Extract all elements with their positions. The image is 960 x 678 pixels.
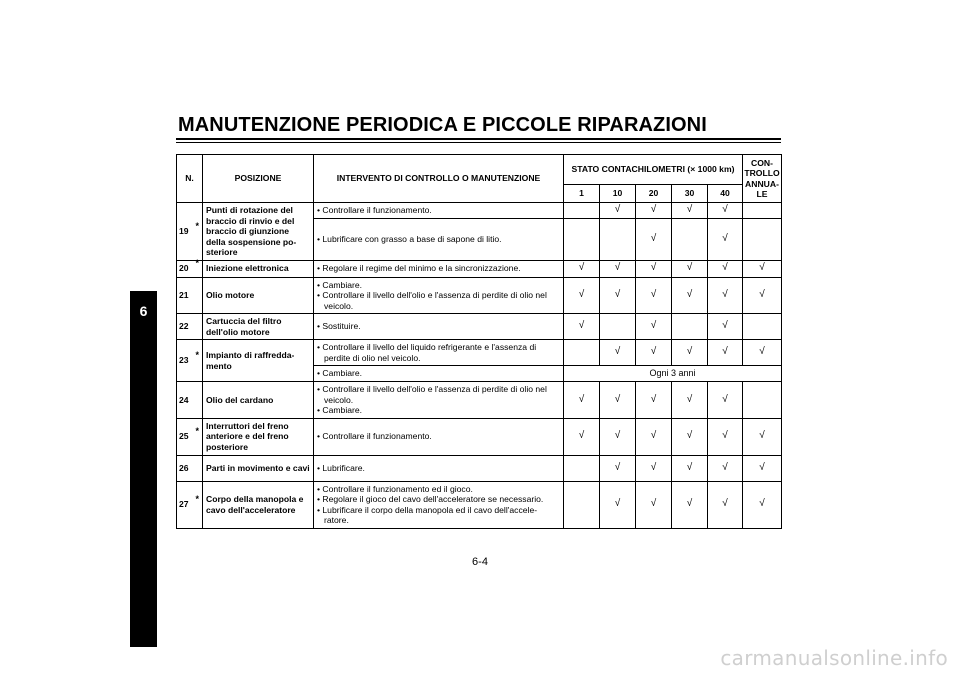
row-number: 22: [177, 314, 196, 340]
row-star-cell: [196, 455, 203, 481]
check-cell: √: [636, 382, 672, 419]
check-cell: √: [743, 418, 782, 455]
action-bullet: • Controllare il funzionamento.: [317, 205, 560, 216]
check-cell: [564, 340, 600, 366]
table-row: [177, 481, 782, 528]
check-cell: √: [564, 260, 600, 277]
table-row: [177, 455, 782, 481]
check-cell: √: [708, 382, 743, 419]
check-cell: √: [636, 481, 672, 528]
check-cell: [600, 314, 636, 340]
action-bullet: • Lubrificare il corpo della manopola ed il cavo dell'accele-ratore.: [317, 505, 560, 526]
row-star-cell: [196, 277, 203, 314]
row-position: Punti di rotazione del braccio di rinvio e del braccio di giunzione della sospensione po-steriore: [203, 203, 314, 261]
table-row: [177, 418, 782, 455]
check-cell: √: [672, 203, 708, 219]
check-cell: √: [743, 481, 782, 528]
check-cell: [743, 314, 782, 340]
header-km-20: 20: [636, 185, 672, 203]
row-actions: [314, 314, 564, 340]
row-position: Impianto di raffredda-mento: [203, 340, 314, 382]
check-cell: √: [636, 418, 672, 455]
check-cell: √: [600, 340, 636, 366]
row-number: 21: [177, 277, 196, 314]
row-star: *: [195, 426, 200, 437]
action-bullet: • Cambiare.: [317, 280, 560, 291]
check-cell: √: [743, 340, 782, 366]
row-position: Parti in movimento e cavi: [203, 455, 314, 481]
row-actions: [314, 382, 564, 419]
row-position: Olio del cardano: [203, 382, 314, 419]
action-bullet: • Cambiare.: [317, 405, 560, 416]
action-bullet: • Sostituire.: [317, 321, 560, 332]
check-cell: [743, 218, 782, 260]
title-rule-thick: [176, 138, 781, 140]
check-cell: √: [636, 277, 672, 314]
check-cell: √: [600, 260, 636, 277]
check-cell: [564, 218, 600, 260]
check-cell: √: [708, 418, 743, 455]
check-cell: √: [708, 260, 743, 277]
row-star-cell: [196, 418, 203, 455]
action-bullet: • Regolare il regime del minimo e la sincronizzazione.: [317, 263, 560, 274]
row-actions: [314, 218, 564, 260]
page-number: 6-4: [472, 556, 488, 568]
check-cell: [743, 203, 782, 219]
watermark: carmanualsonline.info: [720, 646, 948, 670]
header-annual: CON-TROLLO ANNUA-LE: [743, 155, 782, 203]
check-cell: [743, 382, 782, 419]
row-actions: [314, 418, 564, 455]
check-cell: √: [636, 340, 672, 366]
check-cell: √: [564, 382, 600, 419]
row-number: 23: [177, 340, 196, 382]
header-km-30: 30: [672, 185, 708, 203]
check-cell: √: [636, 455, 672, 481]
check-cell: [672, 218, 708, 260]
check-cell: √: [672, 277, 708, 314]
row-actions: [314, 260, 564, 277]
check-cell: √: [636, 203, 672, 219]
row-star-cell: [196, 260, 203, 277]
row-number: 26: [177, 455, 196, 481]
row-actions: [314, 340, 564, 366]
check-cell: √: [564, 314, 600, 340]
check-cell: √: [672, 481, 708, 528]
section-tab: [130, 291, 157, 647]
row-position: Interruttori del freno anteriore e del freno posteriore: [203, 418, 314, 455]
check-cell: √: [636, 260, 672, 277]
row-number: 20: [177, 260, 196, 277]
action-bullet: • Cambiare.: [317, 368, 560, 379]
maintenance-table: [176, 154, 782, 529]
row-position: Olio motore: [203, 277, 314, 314]
action-bullet: • Controllare il funzionamento ed il gioco.: [317, 484, 560, 495]
header-km-40: 40: [708, 185, 743, 203]
check-cell: [600, 218, 636, 260]
header-km-1: 1: [564, 185, 600, 203]
check-cell: √: [708, 203, 743, 219]
action-bullet: • Lubrificare con grasso a base di sapone di litio.: [317, 234, 560, 245]
section-number: 6: [139, 303, 148, 319]
check-cell: √: [600, 481, 636, 528]
table-row: [177, 340, 782, 366]
check-cell: √: [636, 314, 672, 340]
table-row: [177, 277, 782, 314]
row-star-cell: [196, 314, 203, 340]
row-number: 19: [177, 203, 196, 261]
row-star: *: [195, 494, 200, 505]
check-cell: √: [636, 218, 672, 260]
check-cell: √: [600, 382, 636, 419]
row-position: Iniezione elettronica: [203, 260, 314, 277]
check-cell: √: [708, 218, 743, 260]
check-cell: √: [564, 418, 600, 455]
row-number: 25: [177, 418, 196, 455]
check-cell: √: [672, 260, 708, 277]
check-cell: √: [564, 277, 600, 314]
check-cell: √: [672, 418, 708, 455]
title-rule-thin: [176, 142, 781, 143]
row-actions: [314, 277, 564, 314]
check-cell: √: [600, 455, 636, 481]
row-number: 27: [177, 481, 196, 528]
check-cell: [564, 203, 600, 219]
row-star-cell: [196, 203, 203, 261]
header-intervention: INTERVENTO DI CONTROLLO O MANUTENZIONE: [314, 155, 564, 203]
action-bullet: • Lubrificare.: [317, 463, 560, 474]
table-row: [177, 314, 782, 340]
check-cell: √: [708, 277, 743, 314]
check-cell: [564, 481, 600, 528]
table-row: [177, 260, 782, 277]
action-bullet: • Controllare il livello dell'olio e l'assenza di perdite di olio nel veicolo.: [317, 384, 560, 405]
row-actions: [314, 366, 564, 382]
row-star: *: [195, 221, 200, 231]
row-number: 24: [177, 382, 196, 419]
row-star-cell: [196, 382, 203, 419]
check-cell: √: [743, 260, 782, 277]
action-bullet: • Controllare il funzionamento.: [317, 431, 560, 442]
header-km-10: 10: [600, 185, 636, 203]
header-n: N.: [177, 155, 203, 203]
row-star: *: [195, 350, 200, 361]
page-title: MANUTENZIONE PERIODICA E PICCOLE RIPARAZIONI: [178, 114, 707, 136]
row-actions: [314, 203, 564, 219]
action-bullet: • Controllare il livello del liquido refrigerante e l'assenza di perdite di olio nel veicolo.: [317, 342, 560, 363]
check-cell: √: [743, 455, 782, 481]
table-row: [177, 382, 782, 419]
check-cell: √: [672, 455, 708, 481]
action-bullet: • Controllare il livello dell'olio e l'assenza di perdite di olio nel veicolo.: [317, 290, 560, 311]
check-cell: √: [600, 203, 636, 219]
check-cell: √: [600, 418, 636, 455]
table-body: [177, 203, 782, 529]
row-star: *: [195, 258, 200, 269]
check-cell: [564, 455, 600, 481]
check-cell: √: [708, 314, 743, 340]
row-position: Corpo della manopola e cavo dell'acceleratore: [203, 481, 314, 528]
row-actions: [314, 481, 564, 528]
table-row: [177, 203, 782, 219]
action-bullet: • Regolare il gioco del cavo dell'acceleratore se necessario.: [317, 494, 560, 505]
check-cell: √: [708, 481, 743, 528]
row-actions: [314, 455, 564, 481]
check-cell: √: [708, 455, 743, 481]
row-star-cell: [196, 481, 203, 528]
row-position: Cartuccia del filtro dell'olio motore: [203, 314, 314, 340]
check-cell: √: [672, 382, 708, 419]
row-star-cell: [196, 340, 203, 382]
check-cell: √: [672, 340, 708, 366]
check-cell: √: [743, 277, 782, 314]
header-odometer: STATO CONTACHILOMETRI (× 1000 km): [564, 155, 743, 185]
check-cell: √: [708, 340, 743, 366]
header-position: POSIZIONE: [203, 155, 314, 203]
interval-note: Ogni 3 anni: [564, 366, 782, 382]
check-cell: √: [600, 277, 636, 314]
check-cell: [672, 314, 708, 340]
